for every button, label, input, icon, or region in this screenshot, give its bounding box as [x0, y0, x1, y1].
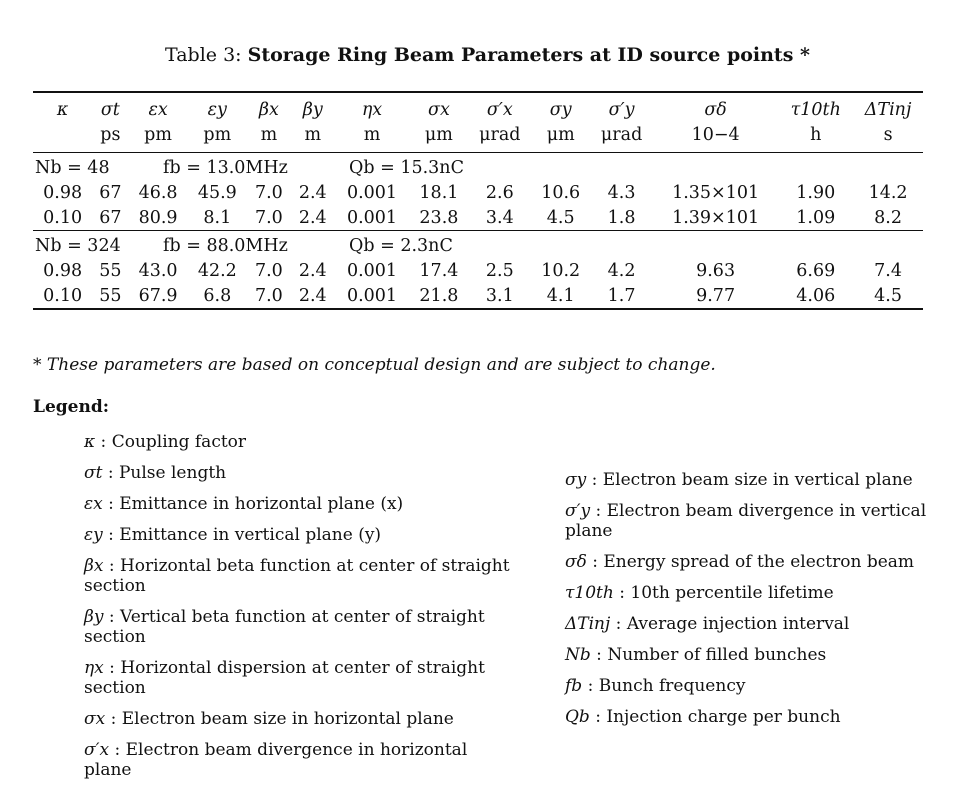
table-cell: 17.4: [419, 260, 459, 281]
table-cell: 3.4: [485, 207, 514, 228]
table-cell: 2.6: [485, 182, 514, 203]
legend-item: [84, 463, 514, 483]
bunch-frequency: fb = 88.0MHz: [163, 236, 288, 256]
bunch-charge: Qb = 2.3nC: [349, 236, 453, 256]
legend-separator: :: [586, 552, 604, 572]
table-cell: 7.0: [254, 182, 283, 203]
column-unit: μm: [424, 125, 453, 145]
header-symbol-row: [33, 92, 923, 122]
bunch-frequency: fb = 13.0MHz: [163, 158, 288, 178]
column-symbol: εx: [128, 92, 187, 122]
legend-text: Injection charge per bunch: [606, 707, 841, 727]
legend-symbol: ηx: [84, 658, 104, 678]
legend-symbol: σx: [84, 709, 106, 729]
legend-symbol: Nb: [565, 645, 591, 665]
legend-text: Horizontal beta function at center of straight section: [84, 556, 510, 596]
column-symbol: σ′y: [590, 92, 653, 122]
legend-symbol: ΔTinj: [565, 614, 611, 634]
table-cell: 0.001: [346, 207, 398, 228]
table-cell: 6.69: [796, 260, 836, 281]
legend-separator: :: [582, 676, 599, 696]
legend-text: Horizontal dispersion at center of straight section: [84, 658, 485, 698]
legend-text: Pulse length: [118, 463, 227, 483]
legend-item: [565, 583, 970, 603]
table-cell: 0.10: [43, 207, 83, 228]
table-cell: 67: [99, 207, 122, 228]
column-unit: pm: [203, 125, 232, 145]
table-cell: 7.0: [247, 283, 291, 309]
legend-text: Electron beam size in horizontal plane: [121, 709, 454, 729]
table-cell: 23.8: [419, 207, 459, 228]
table-cell: 4.2: [607, 260, 636, 281]
legend-separator: :: [103, 658, 121, 678]
column-symbol: σδ: [653, 92, 778, 122]
table-cell: 6.8: [188, 283, 247, 309]
bunch-count: Nb = 324: [35, 236, 121, 256]
legend-text: Bunch frequency: [598, 676, 746, 696]
table-cell: 55: [99, 260, 122, 281]
legend-separator: :: [586, 470, 603, 490]
table-cell: 1.09: [796, 207, 836, 228]
table-cell: 1.8: [607, 207, 636, 228]
column-symbol: τ10th: [778, 92, 853, 122]
legend-symbol: σt: [84, 463, 103, 483]
column-symbol: ηx: [335, 92, 410, 122]
caption-label: Table 3:: [165, 44, 242, 66]
column-symbol: εy: [188, 92, 247, 122]
legend-item: [84, 494, 514, 514]
legend-column-left: [84, 432, 514, 791]
caption-title: Storage Ring Beam Parameters at ID source points *: [247, 44, 810, 66]
table-cell: 10.2: [541, 260, 581, 281]
legend-symbol: fb: [565, 676, 583, 696]
legend-item: [565, 501, 970, 541]
legend-text: Energy spread of the electron beam: [603, 552, 915, 572]
legend-text: Emittance in horizontal plane (x): [119, 494, 404, 514]
legend-symbol: εy: [84, 525, 103, 545]
table-cell: 10.6: [541, 182, 581, 203]
column-unit: s: [883, 125, 893, 145]
table-cell: 46.8: [138, 182, 178, 203]
table-cell: 0.001: [346, 260, 398, 281]
column-unit: μm: [546, 125, 575, 145]
table-cell: 7.0: [254, 260, 283, 281]
table-cell: 4.06: [778, 283, 853, 309]
legend-item: [84, 709, 514, 729]
column-symbol: βy: [291, 92, 335, 122]
column-unit: pm: [144, 125, 172, 145]
table-cell: 21.8: [409, 283, 468, 309]
table-cell: 0.001: [346, 182, 398, 203]
table-cell: 2.4: [291, 283, 335, 309]
table-cell: 42.2: [197, 260, 237, 281]
legend-separator: :: [105, 709, 122, 729]
legend-text: Electron beam divergence in vertical plane: [565, 501, 927, 541]
table-cell: 8.2: [874, 207, 902, 228]
table-cell: 67: [99, 182, 122, 203]
legend-symbol: σ′x: [84, 740, 110, 760]
table-cell: 67.9: [128, 283, 187, 309]
legend-item: [565, 470, 970, 490]
legend-symbol: βx: [84, 556, 104, 576]
legend-item: [84, 658, 514, 698]
table-row: [33, 258, 923, 283]
legend-separator: :: [103, 556, 120, 576]
legend-separator: :: [102, 525, 120, 545]
table-cell: 0.10: [33, 283, 92, 309]
legend-separator: :: [95, 432, 112, 452]
column-symbol: ΔTinj: [853, 92, 923, 122]
table-row: [33, 283, 923, 309]
legend-text: Emittance in vertical plane (y): [119, 525, 382, 545]
table-cell: 1.7: [590, 283, 653, 309]
legend-separator: :: [589, 707, 607, 727]
table-row: [33, 205, 923, 231]
legend-item: [84, 607, 514, 647]
column-unit: m: [304, 125, 322, 145]
legend-symbol: τ10th: [565, 583, 614, 603]
table-cell: 9.63: [696, 260, 736, 281]
table-cell: 4.1: [531, 283, 590, 309]
column-symbol: σt: [92, 92, 128, 122]
table-cell: 7.4: [874, 260, 902, 281]
table-cell: 0.98: [43, 260, 83, 281]
column-unit: m: [363, 125, 381, 145]
legend-item: [565, 552, 970, 572]
table-cell: 45.9: [197, 182, 237, 203]
beam-parameters-table: [33, 91, 923, 310]
table-cell: 1.35×101: [672, 182, 760, 203]
table-cell: 1.90: [796, 182, 836, 203]
column-unit: 10−4: [691, 125, 740, 145]
column-symbol: βx: [247, 92, 291, 122]
legend-symbol: σy: [565, 470, 587, 490]
legend-separator: :: [590, 645, 608, 665]
legend-text: Electron beam size in vertical plane: [602, 470, 913, 490]
legend-text: Vertical beta function at center of straight section: [84, 607, 485, 647]
legend-item: [565, 676, 970, 696]
column-unit: [33, 122, 92, 153]
legend-text: Number of filled bunches: [607, 645, 827, 665]
legend-symbol: Qb: [565, 707, 590, 727]
bunch-count: Nb = 48: [35, 158, 110, 178]
table-cell: 0.001: [335, 283, 410, 309]
legend-separator: :: [103, 607, 120, 627]
table-footnote: * These parameters are based on conceptual design and are subject to change.: [33, 355, 716, 375]
table-cell: 18.1: [419, 182, 459, 203]
column-symbol: σx: [409, 92, 468, 122]
legend-symbol: σδ: [565, 552, 587, 572]
legend-item: [565, 614, 970, 634]
legend-item: [84, 740, 514, 780]
column-symbol: κ: [33, 92, 92, 122]
legend-symbol: βy: [84, 607, 104, 627]
legend-symbol: κ: [84, 432, 96, 452]
bunch-charge: Qb = 15.3nC: [349, 158, 464, 178]
legend-item: [84, 432, 514, 452]
table-cell: 2.4: [298, 207, 327, 228]
legend-separator: :: [590, 501, 607, 521]
legend-item: [565, 707, 970, 727]
legend-separator: :: [102, 494, 120, 514]
legend-text: Coupling factor: [111, 432, 247, 452]
table-cell: 1.39×101: [672, 207, 760, 228]
table-cell: 2.4: [298, 260, 327, 281]
table-cell: 4.3: [607, 182, 636, 203]
table-cell: 14.2: [868, 182, 908, 203]
table-cell: 3.1: [469, 283, 532, 309]
legend-item: [565, 645, 970, 665]
table-caption: [0, 44, 975, 66]
table-cell: 2.5: [485, 260, 514, 281]
table-cell: 43.0: [138, 260, 178, 281]
group-header-cell: [33, 231, 923, 259]
column-unit: m: [260, 125, 278, 145]
table-cell: 4.5: [853, 283, 923, 309]
column-unit: μrad: [600, 125, 643, 145]
table-cell: 80.9: [138, 207, 178, 228]
column-unit: μrad: [479, 125, 521, 145]
header-unit-row: [33, 122, 923, 153]
table-cell: 7.0: [254, 207, 283, 228]
legend-text: Electron beam divergence in horizontal plane: [84, 740, 468, 780]
table-cell: 9.77: [653, 283, 778, 309]
table-row: [33, 180, 923, 205]
legend-separator: :: [610, 614, 627, 634]
table-cell: 8.1: [203, 207, 232, 228]
table-cell: 55: [92, 283, 128, 309]
group-header-row: [33, 231, 923, 259]
group-header-cell: [33, 153, 923, 181]
group-header-row: [33, 153, 923, 181]
table-cell: 0.98: [43, 182, 83, 203]
legend-text: Average injection interval: [626, 614, 850, 634]
column-unit: ps: [100, 125, 121, 145]
legend-symbol: εx: [84, 494, 103, 514]
legend-column-right: [565, 470, 970, 738]
legend-text: 10th percentile lifetime: [630, 583, 834, 603]
column-unit: h: [810, 125, 822, 145]
legend-separator: :: [102, 463, 119, 483]
table-cell: 2.4: [298, 182, 327, 203]
table-cell: 4.5: [546, 207, 575, 228]
column-symbol: σy: [531, 92, 590, 122]
legend-separator: :: [109, 740, 126, 760]
column-symbol: σ′x: [469, 92, 532, 122]
legend-item: [84, 525, 514, 545]
legend-item: [84, 556, 514, 596]
legend-separator: :: [613, 583, 631, 603]
legend-symbol: σ′y: [565, 501, 591, 521]
legend-heading: Legend:: [33, 397, 109, 417]
